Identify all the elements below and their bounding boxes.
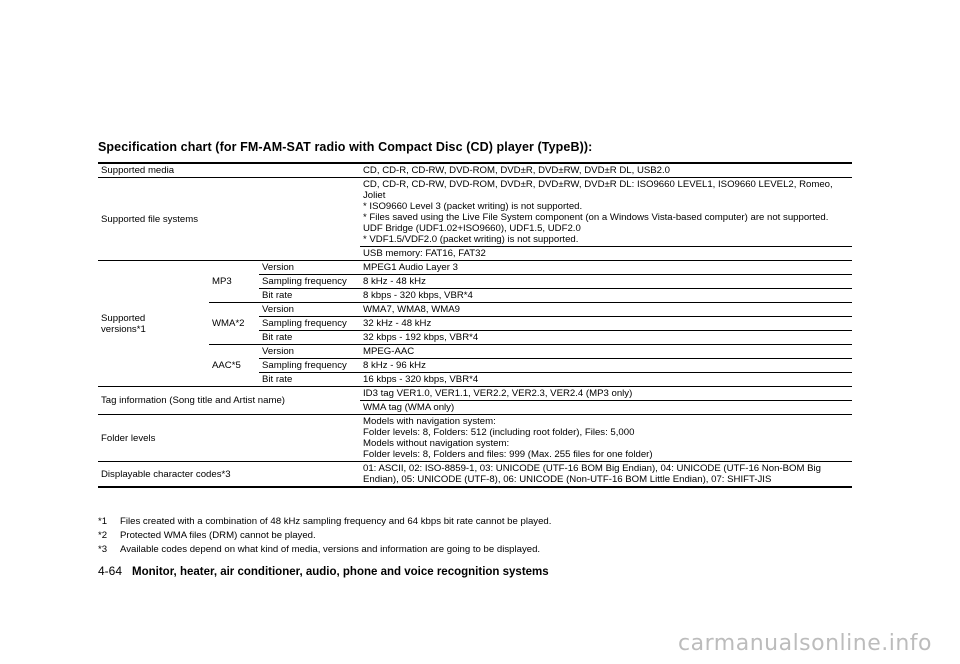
section-title: Monitor, heater, air conditioner, audio, phone and voice recognition systems	[132, 566, 549, 578]
table-row	[98, 163, 852, 178]
versions-label-line: Supported	[101, 312, 146, 324]
table-row	[98, 345, 852, 359]
footnote-mark: *1	[98, 516, 108, 527]
usb-memory-value: USB memory: FAT16, FAT32	[360, 247, 852, 261]
attribute-value: 32 kbps - 192 kbps, VBR*4	[360, 331, 852, 345]
attribute-value: 8 kHz - 48 kHz	[360, 275, 852, 289]
character-codes-line: 01: ASCII, 02: ISO-8859-1, 03: UNICODE (UTF-16 BOM Big Endian), 04: UNICODE (UTF-16 Non-BOM Big	[363, 463, 821, 474]
tag-info-value: ID3 tag VER1.0, VER1.1, VER2.2, VER2.3, VER2.4 (MP3 only)	[360, 387, 852, 401]
file-systems-line: * VDF1.5/VDF2.0 (packet writing) is not supported.	[363, 234, 579, 245]
folder-levels-line: Models with navigation system:	[363, 416, 496, 427]
attribute-label: Version	[259, 345, 360, 359]
attribute-value: WMA7, WMA8, WMA9	[360, 303, 852, 317]
table-row	[98, 415, 852, 462]
tag-info-value: WMA tag (WMA only)	[360, 401, 852, 415]
attribute-label: Bit rate	[259, 331, 360, 345]
attribute-label: Sampling frequency	[259, 275, 360, 289]
file-systems-label: Supported file systems	[98, 178, 360, 261]
footnote-mark: *3	[98, 544, 108, 555]
page-number: 4-64	[98, 564, 123, 578]
attribute-label: Sampling frequency	[259, 317, 360, 331]
attribute-value: 32 kHz - 48 kHz	[360, 317, 852, 331]
supported-media-label: Supported media	[98, 163, 360, 178]
file-systems-line: UDF Bridge (UDF1.02+ISO9660), UDF1.5, UDF2.0	[363, 223, 581, 234]
character-codes-label: Displayable character codes*3	[98, 462, 360, 488]
supported-versions-label	[98, 261, 209, 387]
attribute-label: Version	[259, 303, 360, 317]
file-systems-line: * ISO9660 Level 3 (packet writing) is not supported.	[363, 201, 583, 212]
footnote-mark: *2	[98, 530, 108, 541]
format-wma: WMA*2	[209, 303, 259, 345]
footnote	[98, 544, 540, 555]
watermark: carmanualsonline.info	[678, 631, 932, 656]
footnote-text: Files created with a combination of 48 kHz sampling frequency and 64 kbps bit rate cannot be played.	[120, 516, 552, 527]
table-row	[98, 261, 852, 275]
attribute-value: MPEG-AAC	[360, 345, 852, 359]
file-systems-line: CD, CD-R, CD-RW, DVD-ROM, DVD±R, DVD±RW, DVD±R DL: ISO9660 LEVEL1, ISO9660 LEVEL2, Romeo,	[363, 179, 833, 190]
attribute-value: MPEG1 Audio Layer 3	[360, 261, 852, 275]
table-row	[98, 462, 852, 488]
table-row	[98, 178, 852, 247]
file-systems-value	[360, 178, 852, 247]
attribute-label: Bit rate	[259, 289, 360, 303]
format-aac: AAC*5	[209, 345, 259, 387]
character-codes-value	[360, 462, 852, 488]
folder-levels-value	[360, 415, 852, 462]
folder-levels-line: Models without navigation system:	[363, 438, 510, 449]
attribute-label: Bit rate	[259, 373, 360, 387]
attribute-value: 8 kHz - 96 kHz	[360, 359, 852, 373]
footnote-text: Available codes depend on what kind of media, versions and information are going to be displayed.	[120, 544, 541, 555]
attribute-value: 16 kbps - 320 kbps, VBR*4	[360, 373, 852, 387]
supported-media-value: CD, CD-R, CD-RW, DVD-ROM, DVD±R, DVD±RW, DVD±R DL, USB2.0	[360, 163, 852, 178]
page-footer	[98, 564, 549, 578]
footnote	[98, 516, 551, 527]
folder-levels-line: Folder levels: 8, Folders and files: 999 (Max. 255 files for one folder)	[363, 449, 653, 460]
attribute-label: Sampling frequency	[259, 359, 360, 373]
versions-label-line: versions*1	[101, 323, 146, 335]
table-row	[98, 303, 852, 317]
folder-levels-label: Folder levels	[98, 415, 360, 462]
attribute-value: 8 kbps - 320 kbps, VBR*4	[360, 289, 852, 303]
footnote-text: Protected WMA files (DRM) cannot be played.	[120, 530, 316, 541]
attribute-label: Version	[259, 261, 360, 275]
table-row	[98, 387, 852, 401]
specification-table	[98, 162, 852, 488]
tag-info-label: Tag information (Song title and Artist name)	[98, 387, 360, 415]
file-systems-line: * Files saved using the Live File System component (on a Windows Vista-based computer) are not supported.	[363, 212, 829, 223]
format-mp3: MP3	[209, 261, 259, 303]
page-title: Specification chart (for FM-AM-SAT radio with Compact Disc (CD) player (TypeB)):	[98, 140, 593, 154]
folder-levels-line: Folder levels: 8, Folders: 512 (including root folder), Files: 5,000	[363, 427, 635, 438]
footnote	[98, 530, 316, 541]
character-codes-line: Endian), 05: UNICODE (UTF-8), 06: UNICODE (Non-UTF-16 BOM Little Endian), 07: SHIFT-JIS	[363, 474, 772, 485]
file-systems-line: Joliet	[363, 190, 386, 201]
